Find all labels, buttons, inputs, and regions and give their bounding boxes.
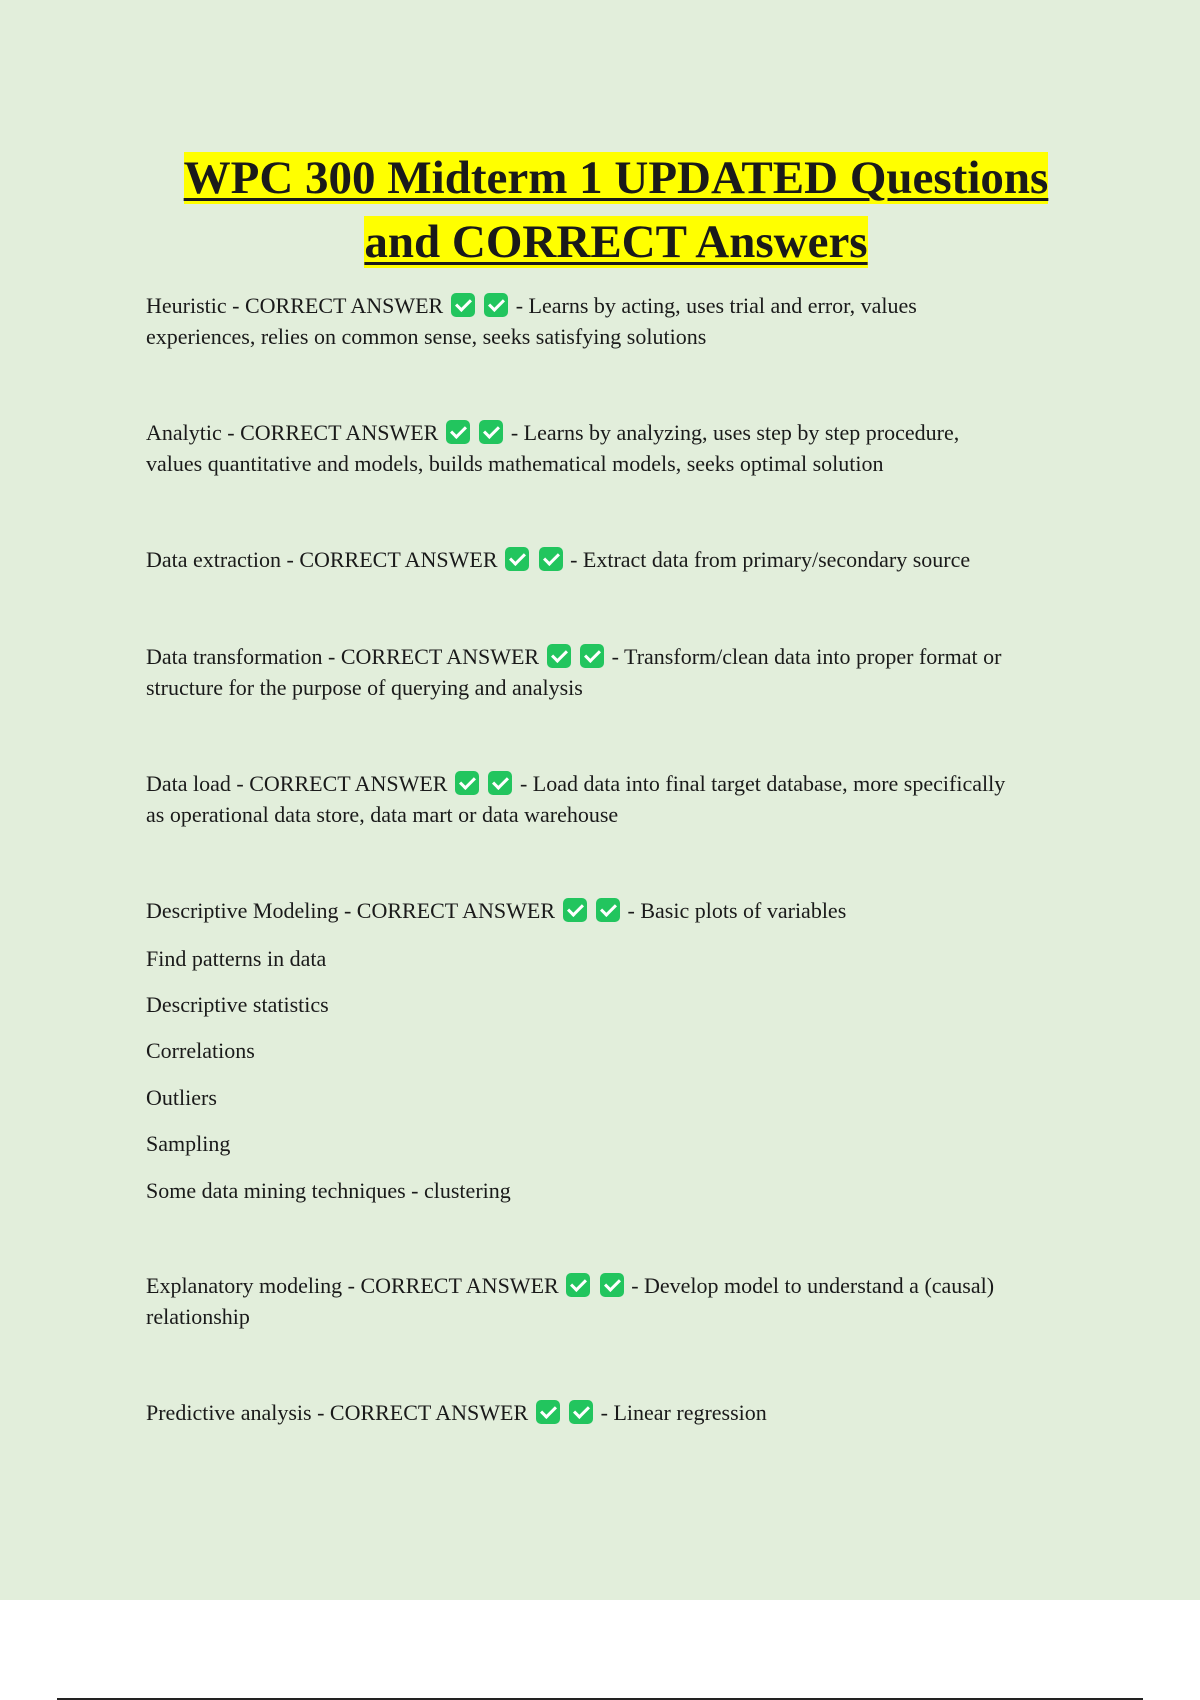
check-mark-icon — [563, 898, 587, 922]
answer-text: - Linear regression — [600, 1400, 767, 1425]
title-line-1: WPC 300 Midterm 1 UPDATED Questions — [183, 152, 1049, 204]
sub-item: Some data mining techniques - clustering — [146, 1178, 511, 1203]
answer-text: - Basic plots of variables — [627, 898, 847, 923]
sub-item: Sampling — [146, 1131, 231, 1156]
term-label: Explanatory modeling - CORRECT ANSWER — [146, 1273, 559, 1298]
term-label: Analytic - CORRECT ANSWER — [146, 420, 439, 445]
qa-entry — [146, 1397, 1086, 1428]
qa-entry — [146, 1270, 1086, 1332]
term-label: Data load - CORRECT ANSWER — [146, 771, 448, 796]
document-title — [120, 146, 1112, 274]
sub-item: Outliers — [146, 1085, 217, 1110]
check-mark-icon — [488, 771, 512, 795]
sub-item: Descriptive statistics — [146, 992, 329, 1017]
answer-text: - Learns by analyzing, uses step by step procedure, — [510, 420, 960, 445]
check-mark-icon — [569, 1400, 593, 1424]
qa-entry — [146, 290, 1086, 352]
check-mark-icon — [484, 293, 508, 317]
answer-text-continued: structure for the purpose of querying and analysis — [146, 675, 583, 700]
sub-item: Find patterns in data — [146, 946, 327, 971]
answer-text: - Load data into final target database, more specifically — [519, 771, 1006, 796]
check-mark-icon — [505, 547, 529, 571]
check-mark-icon — [566, 1273, 590, 1297]
qa-entry — [146, 641, 1086, 703]
title-line-2: and CORRECT Answers — [364, 216, 868, 268]
check-mark-icon — [596, 898, 620, 922]
check-mark-icon — [600, 1273, 624, 1297]
answer-text-continued: values quantitative and models, builds mathematical models, seeks optimal solution — [146, 451, 884, 476]
term-label: Data transformation - CORRECT ANSWER — [146, 644, 540, 669]
check-mark-icon — [455, 771, 479, 795]
term-label: Predictive analysis - CORRECT ANSWER — [146, 1400, 529, 1425]
check-mark-icon — [451, 293, 475, 317]
check-mark-icon — [580, 644, 604, 668]
answer-text-continued: relationship — [146, 1304, 250, 1329]
qa-entry — [146, 768, 1086, 830]
answer-text-continued: experiences, relies on common sense, seeks satisfying solutions — [146, 324, 707, 349]
check-mark-icon — [539, 547, 563, 571]
term-label: Descriptive Modeling - CORRECT ANSWER — [146, 898, 556, 923]
answer-text: - Learns by acting, uses trial and error, values — [515, 293, 917, 318]
sub-item: Correlations — [146, 1038, 255, 1063]
answer-text: - Develop model to understand a (causal) — [631, 1273, 995, 1298]
qa-entry — [146, 544, 1086, 575]
check-mark-icon — [479, 420, 503, 444]
qa-entry — [146, 895, 1086, 926]
answer-text-continued: as operational data store, data mart or data warehouse — [146, 802, 619, 827]
check-mark-icon — [547, 644, 571, 668]
term-label: Data extraction - CORRECT ANSWER — [146, 547, 498, 572]
term-label: Heuristic - CORRECT ANSWER — [146, 293, 444, 318]
check-mark-icon — [536, 1400, 560, 1424]
answer-text: - Extract data from primary/secondary source — [570, 547, 971, 572]
check-mark-icon — [446, 420, 470, 444]
qa-entry — [146, 417, 1086, 479]
answer-text: - Transform/clean data into proper format or — [611, 644, 1002, 669]
